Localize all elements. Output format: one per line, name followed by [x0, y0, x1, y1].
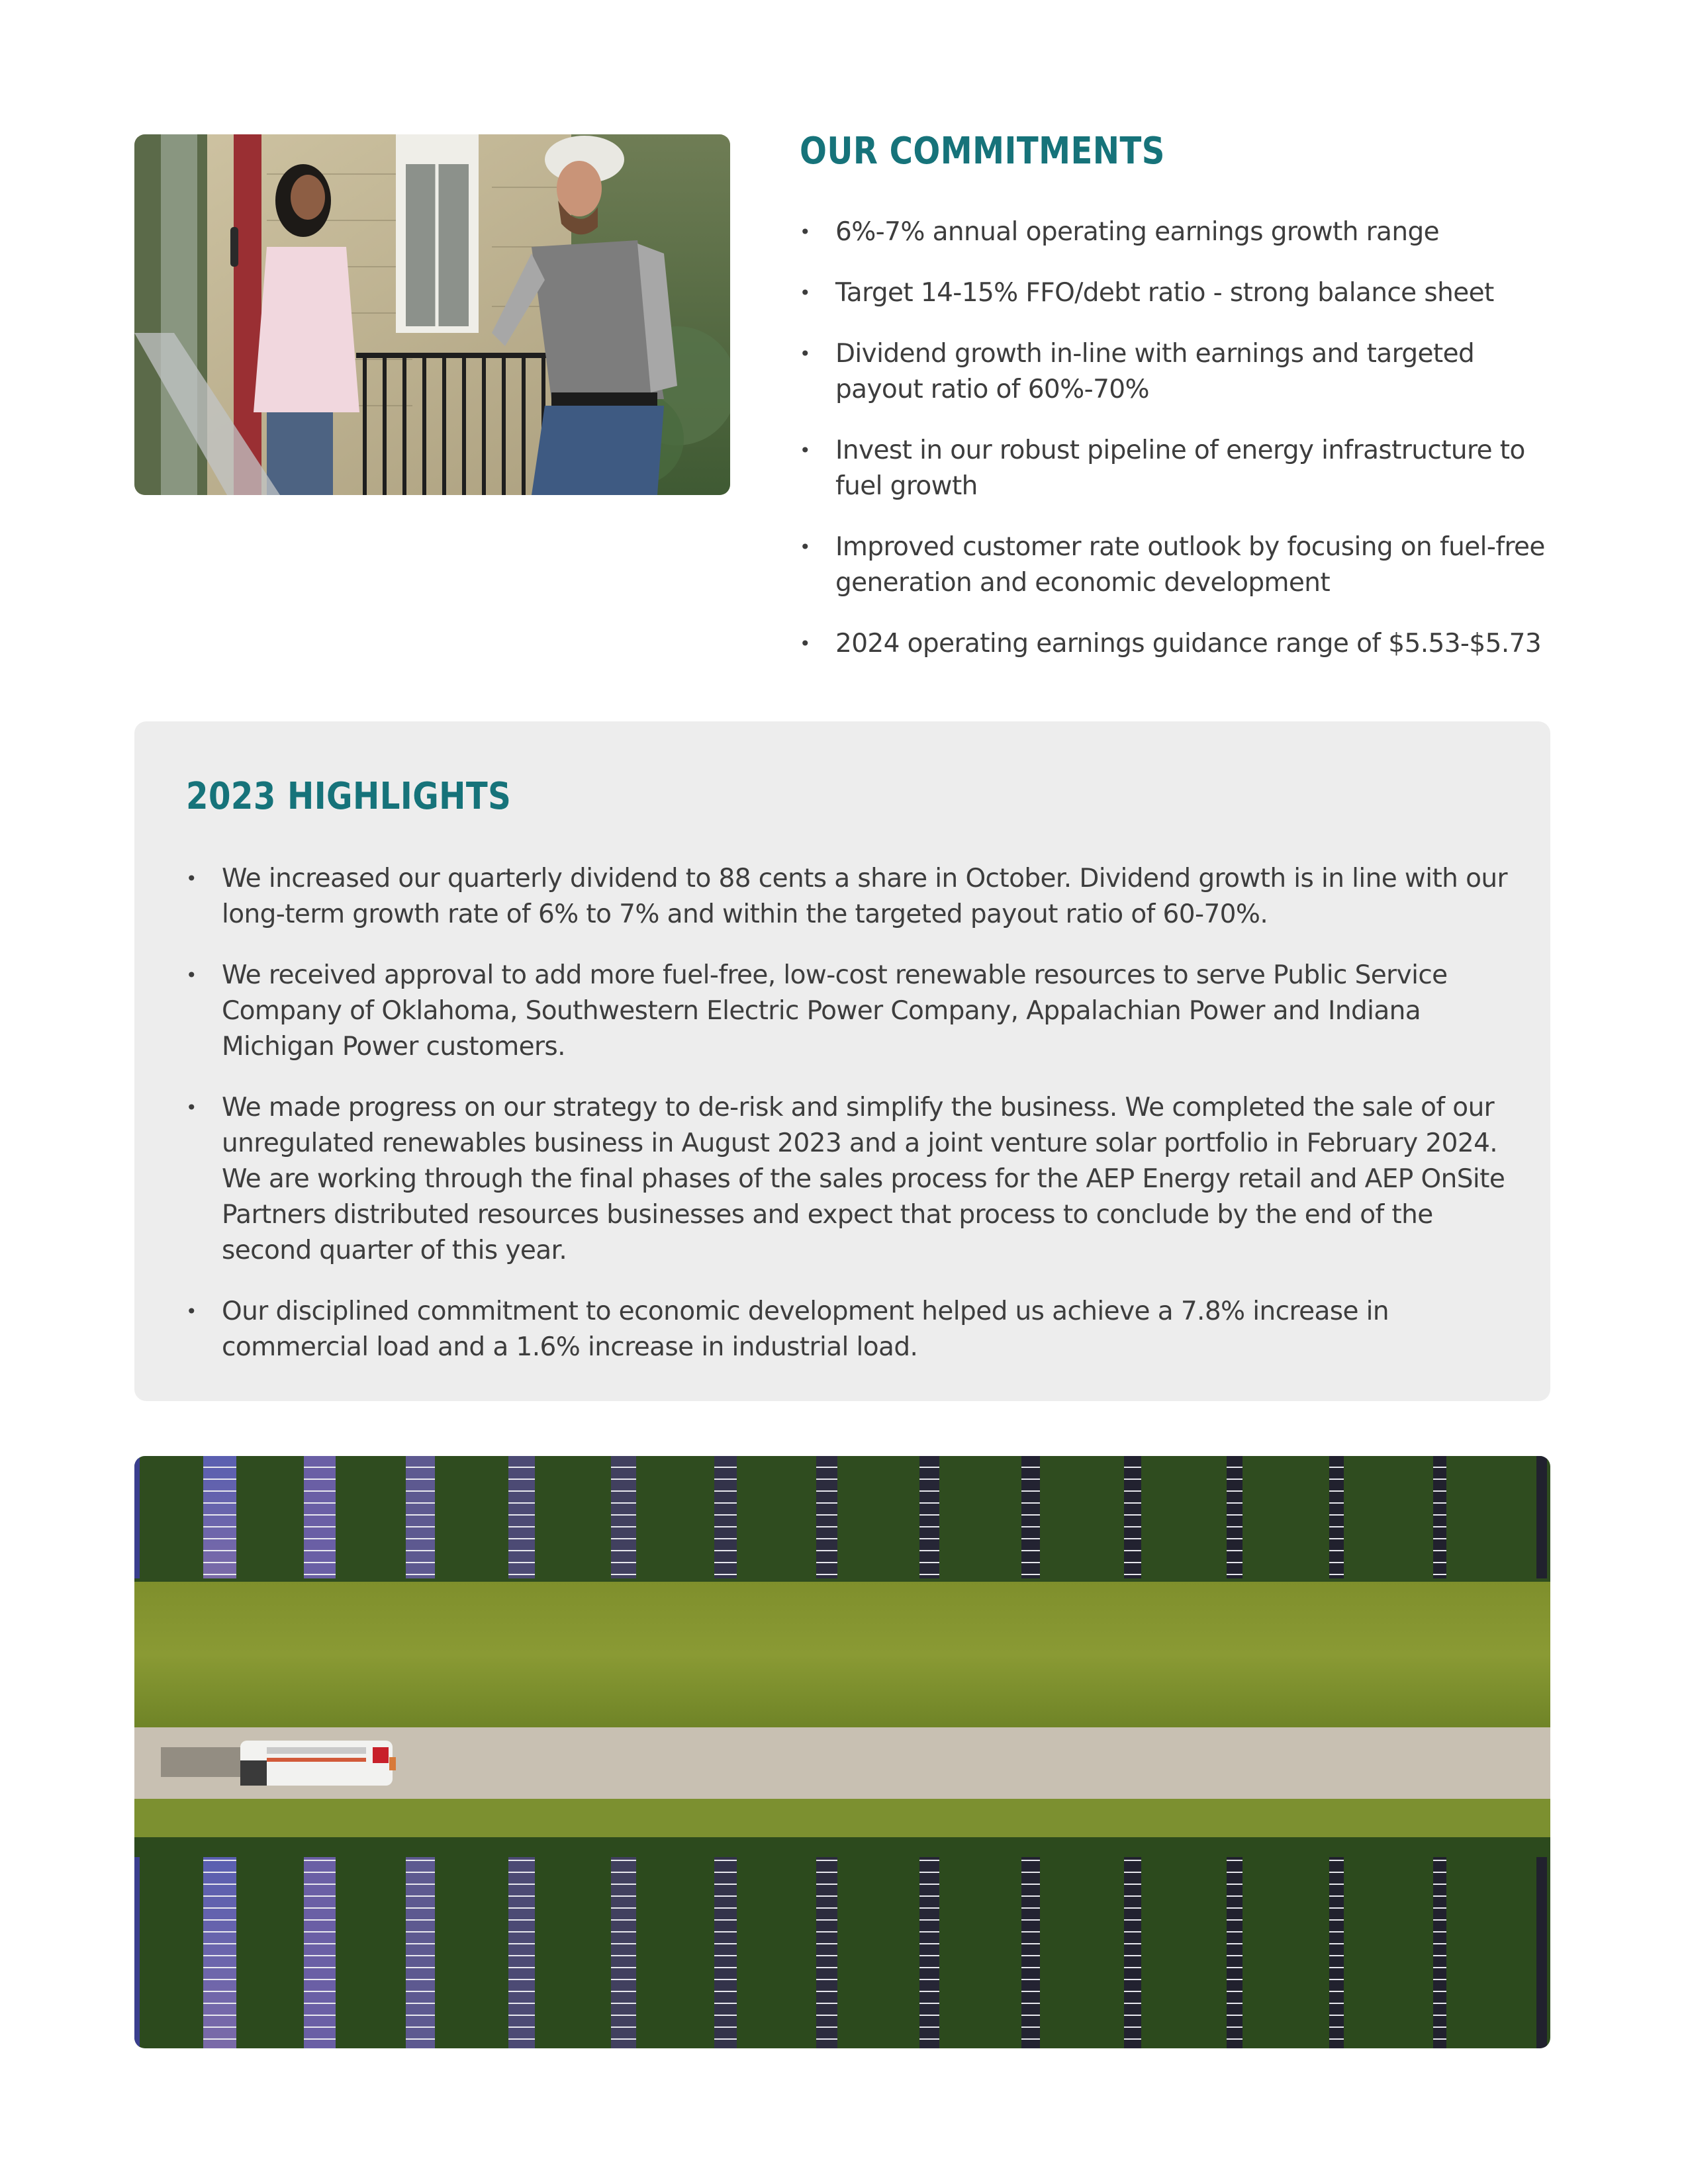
highlight-item — [186, 1294, 1510, 1365]
bullet-icon: • — [186, 1300, 197, 1323]
highlight-text: We received approval to add more fuel-free, low-cost renewable resources to serve Public Service Company of Oklahoma, Southwestern Electric Power Company, Appalachian Power and Indiana Michigan Power customers. — [222, 960, 1448, 1062]
highlight-text: Our disciplined commitment to economic development helped us achieve a 7.8% increase in commercial load and a 1.6% increase in industrial load. — [222, 1297, 1389, 1363]
commitment-item — [800, 336, 1554, 408]
worker-homeowner-illustration — [134, 134, 730, 495]
utility-truck — [240, 1741, 396, 1786]
highlight-item — [186, 1090, 1510, 1269]
highlight-text: We increased our quarterly dividend to 88 cents a share in October. Dividend growth is in line with our long-term growth rate of 6% to 7% and within the targeted payout ratio of 60-70%. — [222, 864, 1507, 930]
highlights-list — [186, 861, 1510, 1365]
highlight-item — [186, 958, 1510, 1065]
bullet-icon: • — [186, 964, 197, 987]
commitment-text: 2024 operating earnings guidance range of $5.53-$5.73 — [835, 629, 1542, 659]
highlights-panel — [134, 721, 1550, 1401]
photo-worker-homeowner — [134, 134, 730, 495]
photo-solar-farm — [134, 1456, 1550, 2048]
highlight-text: We made progress on our strategy to de-risk and simplify the business. We completed the sale of our unregulated renewables business in August 2023 and a joint venture solar portfolio in February 2024. We are working through the final phases of the sales process for the AEP Energy retail and AEP OnSite Partners distributed resources businesses and expect that process to conclude by the end of the second quarter of this year. — [222, 1093, 1505, 1266]
highlight-item — [186, 861, 1510, 933]
commitment-text: Target 14-15% FFO/debt ratio - strong balance sheet — [835, 278, 1494, 308]
commitments-list — [800, 214, 1554, 662]
commitments-title: OUR COMMITMENTS — [800, 130, 1165, 173]
highlights-title: 2023 HIGHLIGHTS — [186, 775, 512, 818]
bullet-icon: • — [800, 633, 810, 655]
bullet-icon: • — [186, 868, 197, 890]
commitment-item — [800, 626, 1554, 662]
bullet-icon: • — [800, 282, 810, 304]
commitment-text: Improved customer rate outlook by focusing on fuel-free generation and economic development — [835, 532, 1545, 598]
commitment-text: 6%-7% annual operating earnings growth range — [835, 217, 1440, 248]
commitment-item — [800, 529, 1554, 601]
commitment-text: Dividend growth in-line with earnings and targeted payout ratio of 60%-70% — [835, 339, 1475, 405]
bullet-icon: • — [186, 1097, 197, 1119]
solar-farm-illustration — [134, 1456, 1550, 2048]
highlights-content — [186, 774, 1510, 1390]
commitments-section — [800, 129, 1554, 687]
bullet-icon: • — [800, 221, 810, 244]
bullet-icon: • — [800, 343, 810, 365]
commitment-text: Invest in our robust pipeline of energy infrastructure to fuel growth — [835, 435, 1525, 502]
bullet-icon: • — [800, 536, 810, 559]
commitment-item — [800, 275, 1554, 311]
commitment-item — [800, 433, 1554, 504]
commitment-item — [800, 214, 1554, 250]
bullet-icon: • — [800, 439, 810, 462]
